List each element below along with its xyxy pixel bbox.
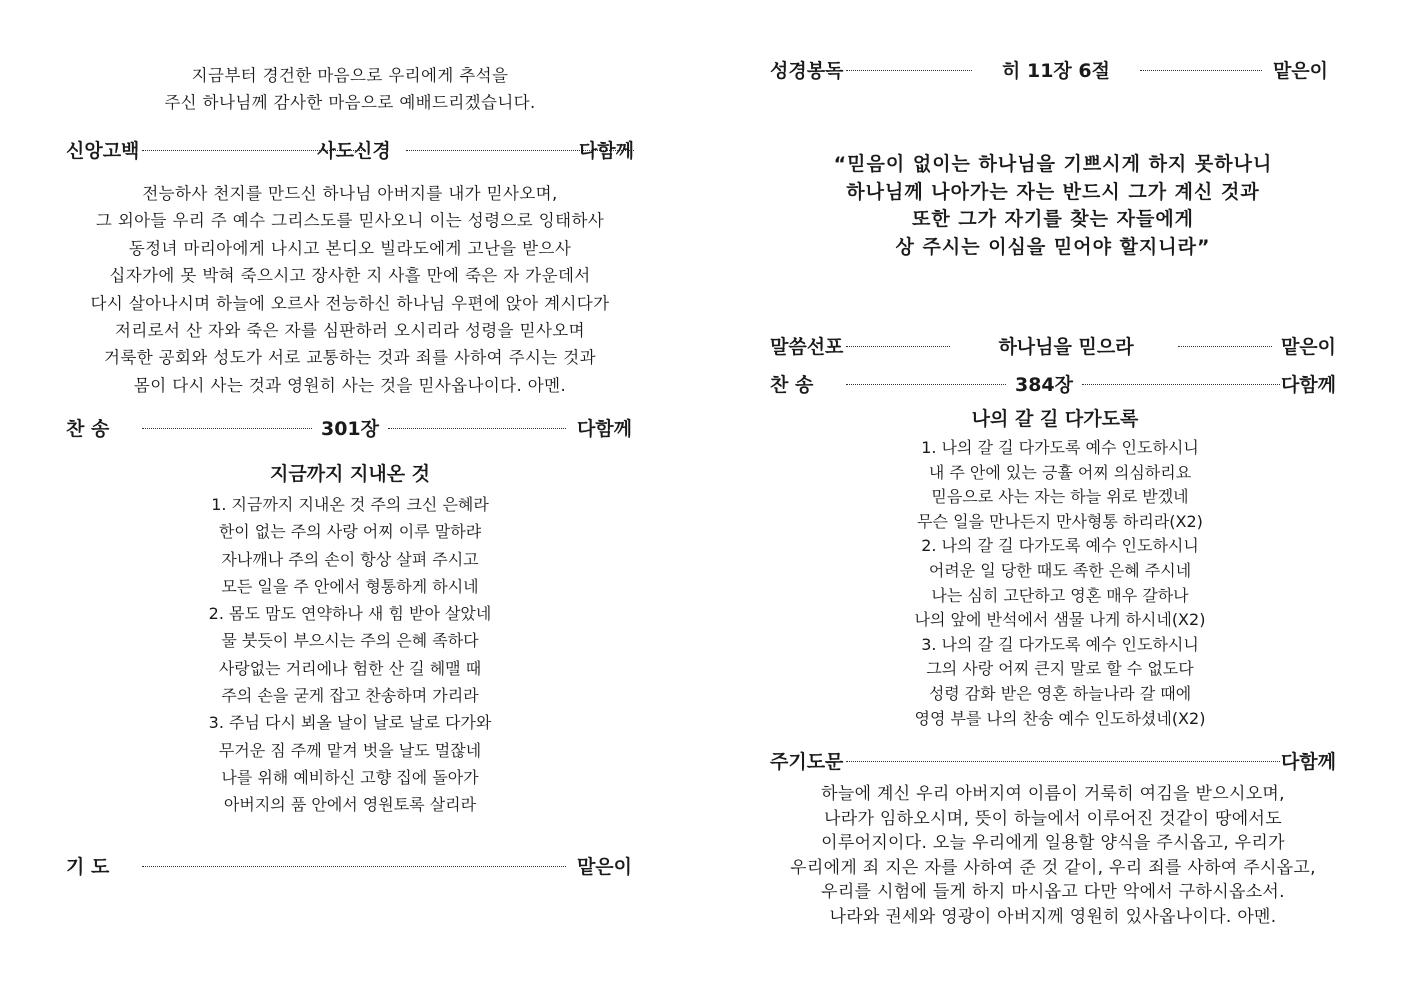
scripture-verse: “믿음이 없이는 하나님을 기쁘시게 하지 못하나니 하나님께 나아가는 자는 반드시 그가 계신 것과 또한 그가 자기를 찾는 자들에게 상 주시는 이심을 믿어야 할지니라” — [833, 153, 1273, 258]
prayer-leader: 맡은이 — [576, 856, 632, 878]
hymn-label: 찬 송 — [770, 374, 814, 396]
leader-dots — [142, 428, 312, 429]
hymn-row — [66, 414, 632, 442]
prayer-row — [66, 852, 632, 880]
intro-text: 지금부터 경건한 마음으로 우리에게 추석을 주신 하나님께 감사한 마음으로 예배드리겠습니다. — [164, 66, 536, 113]
hymn-label: 찬 송 — [66, 418, 110, 440]
lords-prayer-label: 주기도문 — [770, 751, 844, 773]
sermon-label: 말씀선포 — [770, 336, 844, 358]
hymn-number: 384장 — [1014, 374, 1074, 396]
scripture-reader: 맡은이 — [1272, 60, 1328, 82]
hymn-lyrics: 1. 나의 갈 길 다가도록 예수 인도하시니 내 주 안에 있는 긍휼 어찌 의심하리요 믿음으로 사는 자는 하늘 위로 받겠네 무슨 일을 만나든지 만사형통 하리라(X2) 2. 나의 갈 길 다가도록 예수 인도하시니 어려운 일 당한 때도 족한 은혜 주시네 나는 심히 고단하고 영혼 매우 갈하나 나의 앞에 반석에서 샘물 나게 하시네(X2) 3. 나의 갈 길 다가도록 예수 인도하시니 그의 사랑 어찌 큰지 말로 할 수 없도다 성령 감화 받은 영혼 하늘나라 갈 때에 영영 부를 나의 찬송 예수 인도하셨네(X2) — [914, 438, 1206, 728]
scripture-label: 성경봉독 — [770, 60, 844, 82]
lords-prayer-text: 하늘에 계신 우리 아버지여 이름이 거룩히 여김을 받으시오며, 나라가 임하오시며, 뜻이 하늘에서 이루어진 것같이 땅에서도 이루어지이다. 오늘 우리에게 일용할 양식을 주시옵고, 우리가 우리에게 죄 지은 자를 사하여 준 것 같이, 우리 죄를 사하여 주시옵고, 우리를 시험에 들게 하지 마시옵고 다만 악에서 구하시옵소서. 나라와 권세와 영광이 아버지께 영원히 있사옵나이다. 아멘. — [790, 784, 1316, 927]
lords-prayer-leader: 다함께 — [1280, 751, 1336, 773]
scripture-row — [770, 56, 1328, 84]
hymn-title: 지금까지 지내온 것 — [269, 463, 431, 485]
apostles-creed-text: 전능하사 천지를 만드신 하나님 아버지를 내가 믿사오며, 그 외아들 우리 주 예수 그리스도를 믿사오니 이는 성령으로 잉태하사 동정녀 마리아에게 나시고 본디오 빌라도에게 고난을 받으사 십자가에 못 박혀 죽으시고 장사한 지 사흘 만에 죽은 자 가운데서 다시 살아나시며 하늘에 오르사 전능하신 하나님 우편에 앉아 계시다가 저리로서 산 자와 죽은 자를 심판하러 오시리라 성령을 믿사오며 거룩한 공회와 성도가 서로 교통하는 것과 죄를 사하여 주시는 것과 몸이 다시 사는 것과 영원히 사는 것을 믿사옵나이다. 아멘. — [90, 184, 610, 395]
hymn-leader: 다함께 — [576, 418, 632, 440]
hymn-title: 나의 갈 길 다가도록 — [971, 408, 1139, 430]
leader-dots — [1082, 384, 1280, 385]
sermon-title: 하나님을 믿으라 — [998, 336, 1134, 358]
leader-dots — [846, 384, 1006, 385]
leader-dots — [846, 346, 950, 347]
prayer-label: 기 도 — [66, 856, 110, 878]
sermon-row — [770, 332, 1336, 360]
creed-name: 사도신경 — [317, 140, 391, 162]
hymn-number: 301장 — [320, 418, 380, 440]
leader-dots — [388, 428, 566, 429]
hymn-lyrics: 1. 지금까지 지내온 것 주의 크신 은혜라 한이 없는 주의 사랑 어찌 이루 말하랴 자나깨나 주의 손이 항상 살펴 주시고 모든 일을 주 안에서 형통하게 하시네 2. 몸도 맘도 연약하나 새 힘 받아 살았네 물 붓듯이 부으시는 주의 은혜 족하다 사랑없는 거리에나 험한 산 길 헤맬 때 주의 손을 굳게 잡고 찬송하며 가리라 3. 주님 다시 뵈올 날이 날로 날로 다가와 무거운 짐 주께 맡겨 벗을 날도 멀잖네 나를 위해 예비하신 고향 집에 돌아가 아버지의 품 안에서 영원토록 살리라 — [208, 495, 492, 815]
sermon-preacher: 맡은이 — [1280, 336, 1336, 358]
lords-prayer-row — [770, 747, 1336, 775]
leader-dots — [1140, 70, 1262, 71]
scripture-reference: 히 11장 6절 — [1002, 60, 1110, 82]
leader-dots — [846, 761, 1280, 762]
leader-dots — [142, 866, 566, 867]
leader-dots — [846, 70, 972, 71]
creed-row — [66, 136, 634, 164]
creed-label: 신앙고백 — [66, 140, 140, 162]
hymn-leader: 다함께 — [1280, 374, 1336, 396]
hymn-row — [770, 370, 1336, 398]
leader-dots — [1178, 346, 1272, 347]
creed-leader: 다함께 — [578, 140, 634, 162]
